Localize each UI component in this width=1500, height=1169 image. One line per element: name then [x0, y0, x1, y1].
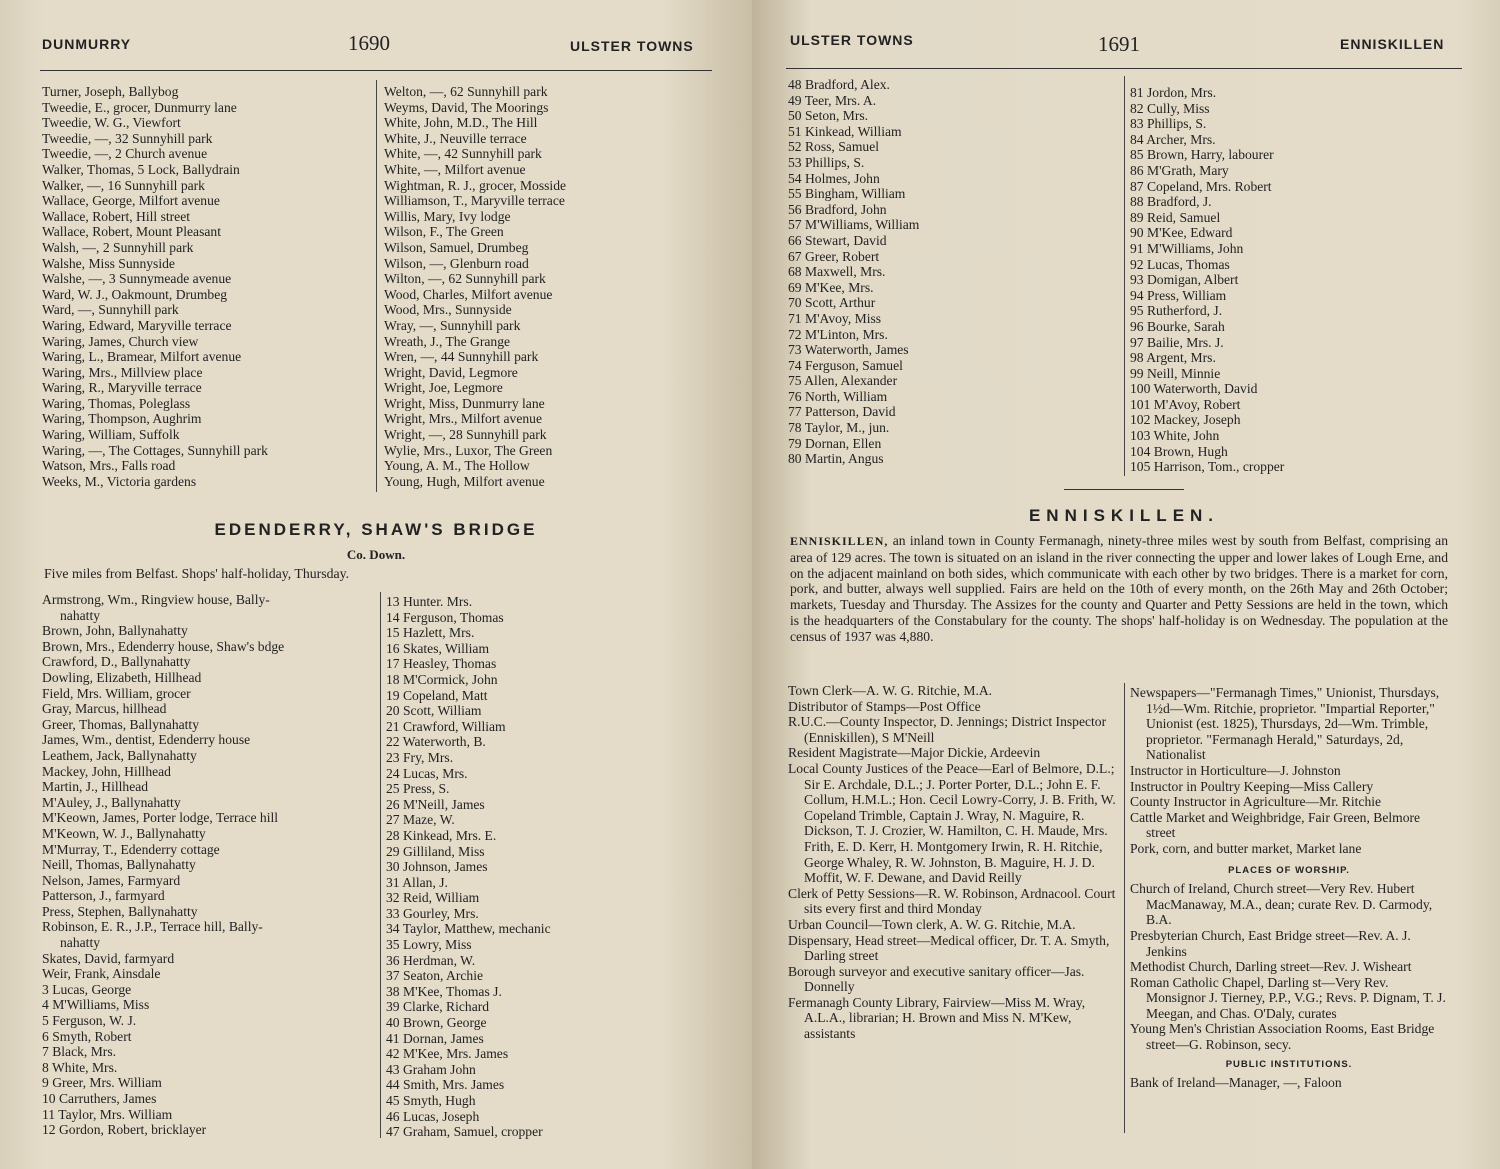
directory-entry: 26 M'Neill, James — [386, 796, 485, 812]
official-entry: Urban Council—Town clerk, A. W. G. Ritchie, M.A. — [788, 916, 1076, 932]
directory-entry: 73 Waterworth, James — [788, 342, 909, 358]
directory-entry: Waring, Mrs., Millview place — [42, 364, 203, 380]
directory-entry: Ward, W. J., Oakmount, Drumbeg — [42, 286, 228, 302]
directory-entry: Young, Hugh, Milfort avenue — [384, 473, 545, 489]
official-entry: County Instructor in Agriculture—Mr. Ritchie — [1130, 794, 1382, 810]
directory-entry: Brown, Mrs., Edenderry house, Shaw's bdge — [42, 638, 285, 654]
directory-entry: 30 Johnson, James — [386, 859, 488, 875]
official-entry: Town Clerk—A. W. G. Ritchie, M.A. — [788, 683, 993, 698]
directory-entry: 93 Domigan, Albert — [1130, 272, 1239, 288]
directory-entry: 46 Lucas, Joseph — [386, 1108, 480, 1124]
directory-entry: Press, Stephen, Ballynahatty — [42, 903, 198, 919]
directory-entry: Wray, —, Sunnyhill park — [384, 317, 521, 333]
worship-entry: Roman Catholic Chapel, Darling st—Very Rev. Monsignor J. Tierney, P.P., V.G.; Revs. P. Dignam, T. J. Meegan, and Chas. O'Daly, curates — [1130, 974, 1446, 1021]
directory-entry: 45 Smyth, Hugh — [386, 1093, 476, 1108]
directory-entry: Wallace, Robert, Mount Pleasant — [42, 224, 221, 240]
header-rule — [40, 70, 712, 71]
official-entry: Pork, corn, and butter market, Market lane — [1130, 840, 1362, 856]
directory-entry: 104 Brown, Hugh — [1130, 443, 1228, 459]
directory-entry: 35 Lowry, Miss — [386, 937, 472, 953]
officials-column-1 — [788, 683, 1116, 1042]
directory-entry: 78 Taylor, M., jun. — [788, 420, 890, 436]
official-entry: Instructor in Poultry Keeping—Miss Callery — [1130, 778, 1374, 794]
directory-entry: Armstrong, Wm., Ringview house, Bally- — [42, 592, 270, 607]
directory-entry: 44 Smith, Mrs. James — [386, 1077, 505, 1093]
directory-entry: 37 Seaton, Archie — [386, 968, 484, 984]
directory-entry: 71 M'Avoy, Miss — [788, 310, 882, 326]
directory-entry: Willis, Mary, Ivy lodge — [384, 208, 511, 224]
intro-lead: ENNISKILLEN, — [790, 534, 889, 548]
right-running-head — [752, 28, 1500, 64]
directory-entry: Weyms, David, The Moorings — [384, 99, 549, 115]
directory-entry: Waring, Edward, Maryville terrace — [42, 317, 232, 333]
directory-entry: 77 Patterson, David — [788, 404, 896, 420]
directory-entry: 11 Taylor, Mrs. William — [42, 1106, 173, 1122]
edenderry-intro: Five miles from Belfast. Shops' half-holiday, Thursday. — [44, 566, 350, 581]
directory-entry: Welton, —, 62 Sunnyhill park — [384, 84, 548, 99]
directory-entry: 52 Ross, Samuel — [788, 139, 880, 155]
directory-entry: 36 Herdman, W. — [386, 952, 476, 968]
directory-entry: 15 Hazlett, Mrs. — [386, 625, 475, 641]
directory-entry: 87 Copeland, Mrs. Robert — [1130, 178, 1272, 194]
directory-entry: 82 Cully, Miss — [1130, 100, 1210, 116]
directory-entry: 105 Harrison, Tom., cropper — [1130, 459, 1285, 475]
directory-entry: Weeks, M., Victoria gardens — [42, 473, 197, 489]
directory-entry: 5 Ferguson, W. J. — [42, 1013, 137, 1029]
official-entry: Instructor in Horticulture—J. Johnston — [1130, 762, 1341, 778]
directory-entry: Wright, Mrs., Milfort avenue — [384, 411, 543, 427]
directory-entry: 88 Bradford, J. — [1130, 194, 1212, 210]
directory-entry: Turner, Joseph, Ballybog — [42, 84, 179, 99]
directory-entry: 76 North, William — [788, 388, 888, 404]
directory-entry: 12 Gordon, Robert, bricklayer — [42, 1122, 207, 1138]
directory-entry: 67 Greer, Robert — [788, 248, 880, 264]
column-divider — [1124, 683, 1125, 1133]
directory-entry: Walker, —, 16 Sunnyhill park — [42, 177, 205, 193]
edenderry-county: Co. Down. — [346, 547, 406, 562]
official-entry: Local County Justices of the Peace—Earl of Belmore, D.L.; Sir E. Archdale, D.L.; J. Porter Porter, D.L.; John E. F. Collum, H.M.L.; Hon. Cecil Lowry-Corry, J. B. Frith, W. Copeland Trimble, Captain J. Wray, N. Maguire, R. Dickson, T. J. Crozier, W. Hamilton, C. H. Maude, Mrs. Frith, E. D. Kerr, H. Montgomery Irwin, R. H. Ritchie, George Whaley, R. W. Johnston, B. Maguire, H. J. D. Moffit, W. F. Dewane, and David Reilly — [788, 760, 1116, 886]
directory-entry: 32 Reid, William — [386, 890, 480, 906]
directory-entry: James, Wm., dentist, Edenderry house — [42, 732, 251, 748]
worship-entry: Church of Ireland, Church street—Very Rev. Hubert MacManaway, M.A., dean; curate Rev. D. Carmody, B.A. — [1130, 881, 1433, 928]
official-entry: Fermanagh County Library, Fairview—Miss M. Wray, A.L.A., librarian; H. Brown and Miss N. M'Kew, assistants — [788, 994, 1086, 1042]
running-head-section: ULSTER TOWNS — [790, 32, 914, 48]
official-entry: Dispensary, Head street—Medical officer, Dr. T. A. Smyth, Darling street — [788, 932, 1110, 964]
directory-entry: 43 Graham John — [386, 1061, 476, 1077]
directory-entry: 92 Lucas, Thomas — [1130, 256, 1230, 272]
left-running-head — [0, 28, 752, 64]
directory-entry: 83 Phillips, S. — [1130, 116, 1207, 132]
directory-entry: 14 Ferguson, Thomas — [386, 609, 504, 625]
directory-entry: 97 Bailie, Mrs. J. — [1130, 334, 1224, 350]
column-divider — [380, 592, 381, 1138]
directory-entry: White, —, 42 Sunnyhill park — [384, 146, 542, 162]
directory-entry: White, John, M.D., The Hill — [384, 115, 538, 131]
public-institutions-heading: PUBLIC INSTITUTIONS. — [1225, 1058, 1353, 1070]
directory-entry: 68 Maxwell, Mrs. — [788, 264, 886, 280]
directory-entry: Wightman, R. J., grocer, Mosside — [384, 177, 567, 193]
directory-entry: Weir, Frank, Ainsdale — [42, 966, 161, 982]
dunmurry-column-2 — [384, 84, 714, 489]
directory-entry: 57 M'Williams, William — [788, 217, 920, 233]
directory-entry: 85 Brown, Harry, labourer — [1130, 147, 1274, 163]
enniskillen-heading: ENNISKILLEN. — [1028, 506, 1220, 525]
directory-entry: 9 Greer, Mrs. William — [42, 1075, 162, 1091]
directory-entry: 3 Lucas, George — [42, 981, 132, 997]
official-entry: Cattle Market and Weighbridge, Fair Green, Belmore street — [1130, 809, 1421, 841]
directory-entry: 40 Brown, George — [386, 1015, 487, 1031]
officials-column-2 — [1130, 685, 1448, 1091]
directory-entry: 84 Archer, Mrs. — [1130, 131, 1216, 147]
directory-entry: Nelson, James, Farmyard — [42, 872, 181, 888]
directory-entry: 95 Rutherford, J. — [1130, 303, 1223, 319]
directory-entry: 51 Kinkead, William — [788, 123, 902, 139]
directory-entry: M'Murray, T., Edenderry cottage — [42, 841, 220, 857]
directory-entry: Wallace, George, Milfort avenue — [42, 193, 220, 209]
directory-entry: 74 Ferguson, Samuel — [788, 357, 903, 373]
directory-entry: Wilson, F., The Green — [384, 224, 504, 240]
directory-entry: 75 Allen, Alexander — [788, 373, 898, 389]
directory-entry: 80 Martin, Angus — [788, 451, 884, 467]
directory-entry: Waring, William, Suffolk — [42, 427, 180, 443]
directory-entry: 94 Press, William — [1130, 287, 1227, 303]
places-of-worship-heading: PLACES OF WORSHIP. — [1228, 864, 1350, 876]
directory-entry: 50 Seton, Mrs. — [788, 108, 869, 124]
directory-entry: Walshe, —, 3 Sunnymeade avenue — [42, 271, 232, 287]
directory-entry: 6 Smyth, Robert — [42, 1028, 132, 1044]
directory-entry: 47 Graham, Samuel, cropper — [386, 1124, 543, 1140]
running-head-section: ULSTER TOWNS — [570, 38, 694, 54]
directory-entry: 99 Neill, Minnie — [1130, 365, 1221, 381]
directory-entry: Walker, Thomas, 5 Lock, Ballydrain — [42, 161, 240, 177]
official-entry: Resident Magistrate—Major Dickie, Ardeevin — [788, 745, 1041, 761]
directory-entry: 39 Clarke, Richard — [386, 999, 490, 1015]
institution-entry: Bank of Ireland—Manager, —, Faloon — [1130, 1075, 1342, 1091]
directory-entry: 29 Gilliland, Miss — [386, 843, 485, 859]
directory-entry: 41 Dornan, James — [386, 1030, 484, 1046]
directory-entry: Robinson, E. R., J.P., Terrace hill, Bally- — [42, 919, 263, 935]
directory-entry: Wright, Miss, Dunmurry lane — [384, 395, 545, 411]
directory-entry: M'Auley, J., Ballynahatty — [42, 794, 181, 810]
directory-entry: 24 Lucas, Mrs. — [386, 765, 468, 781]
directory-entry: 91 M'Williams, John — [1130, 240, 1244, 256]
official-entry: Distributor of Stamps—Post Office — [788, 698, 981, 714]
directory-entry: 19 Copeland, Matt — [386, 687, 488, 703]
directory-entry: Wilson, Samuel, Drumbeg — [384, 239, 529, 255]
directory-entry: Waring, Thompson, Aughrim — [42, 411, 202, 427]
directory-entry: Waring, Thomas, Poleglass — [42, 395, 191, 411]
directory-entry: Brown, John, Ballynahatty — [42, 623, 188, 639]
directory-entry: 72 M'Linton, Mrs. — [788, 326, 888, 342]
directory-entry: Mackey, John, Hillhead — [42, 763, 171, 779]
directory-entry: Young, A. M., The Hollow — [384, 458, 530, 474]
worship-entry: Young Men's Christian Association Rooms, East Bridge street—G. Robinson, secy. — [1130, 1021, 1435, 1053]
directory-entry: Wright, —, 28 Sunnyhill park — [384, 427, 547, 443]
official-entry: Clerk of Petty Sessions—R. W. Robinson, Ardnacool. Court sits every first and third Monday — [788, 885, 1116, 917]
directory-entry: 101 M'Avoy, Robert — [1130, 396, 1241, 412]
directory-entry: 23 Fry, Mrs. — [386, 749, 454, 765]
directory-entry: 18 M'Cormick, John — [386, 671, 498, 687]
page-number: 1691 — [1098, 32, 1140, 56]
page-number: 1690 — [348, 31, 390, 55]
directory-entry: 90 M'Kee, Edward — [1130, 225, 1233, 241]
list-column-1 — [788, 77, 1118, 467]
official-entry: Newspapers—"Fermanagh Times," Unionist, Thursdays, 1½d—Wm. Ritchie, proprietor. "Impartial Reporter," Unionist (est. 1825), Thursdays, 2d—Wm. Trimble, proprietor. "Fermanagh Herald," Saturdays, 2d, Nationalist — [1130, 685, 1440, 763]
edenderry-column-2 — [386, 594, 716, 1140]
directory-entry: 27 Maze, W. — [386, 812, 455, 828]
directory-entry: Tweedie, W. G., Viewfort — [42, 115, 181, 131]
directory-entry: 31 Allan, J. — [386, 874, 448, 890]
directory-entry: Williamson, T., Maryville terrace — [384, 193, 565, 209]
directory-entry: White, J., Neuville terrace — [384, 130, 527, 146]
official-entry: R.U.C.—County Inspector, D. Jennings; District Inspector (Enniskillen), S M'Neill — [788, 714, 1107, 745]
directory-entry: 100 Waterworth, David — [1130, 381, 1258, 397]
directory-entry: 102 Mackey, Joseph — [1130, 412, 1241, 428]
directory-entry: Watson, Mrs., Falls road — [42, 458, 176, 474]
enniskillen-intro — [790, 533, 1448, 645]
column-divider — [1124, 76, 1125, 476]
directory-entry: 81 Jordon, Mrs. — [1130, 85, 1217, 100]
directory-entry: Walshe, Miss Sunnyside — [42, 255, 175, 271]
worship-entry: Methodist Church, Darling street—Rev. J. Wisheart — [1130, 959, 1412, 975]
directory-entry: Tweedie, —, 2 Church avenue — [42, 146, 208, 162]
directory-entry: White, —, Milfort avenue — [384, 161, 526, 177]
directory-entry: Waring, R., Maryville terrace — [42, 380, 202, 396]
directory-entry: Martin, J., Hillhead — [42, 779, 149, 795]
directory-entry: Leathem, Jack, Ballynahatty — [42, 747, 197, 763]
directory-entry: Wilson, —, Glenburn road — [384, 255, 529, 271]
directory-entry: 69 M'Kee, Mrs. — [788, 279, 874, 295]
directory-entry: 53 Phillips, S. — [788, 154, 865, 170]
directory-entry: Wallace, Robert, Hill street — [42, 208, 191, 224]
directory-entry: 33 Gourley, Mrs. — [386, 905, 479, 921]
directory-entry: Ward, —, Sunnyhill park — [42, 302, 179, 318]
directory-entry: Field, Mrs. William, grocer — [42, 685, 191, 701]
directory-entry: 79 Dornan, Ellen — [788, 435, 882, 451]
directory-entry: 8 White, Mrs. — [42, 1059, 118, 1075]
directory-entry: Gray, Marcus, hillhead — [42, 701, 167, 717]
directory-entry: 22 Waterworth, B. — [386, 734, 486, 750]
directory-entry: Greer, Thomas, Ballynahatty — [42, 716, 199, 732]
directory-entry: 25 Press, S. — [386, 781, 450, 797]
directory-entry: Wren, —, 44 Sunnyhill park — [384, 349, 539, 365]
section-rule — [1064, 489, 1184, 490]
directory-entry: Tweedie, E., grocer, Dunmurry lane — [42, 99, 237, 115]
directory-entry: 103 White, John — [1130, 428, 1220, 444]
directory-entry: 42 M'Kee, Mrs. James — [386, 1046, 509, 1062]
list-column-2 — [1130, 85, 1460, 475]
directory-entry: 10 Carruthers, James — [42, 1091, 157, 1106]
worship-entry: Presbyterian Church, East Bridge street—Rev. A. J. Jenkins — [1130, 927, 1411, 959]
directory-entry: 66 Stewart, David — [788, 232, 887, 248]
directory-entry: Neill, Thomas, Ballynahatty — [42, 857, 196, 873]
running-head-town: ENNISKILLEN — [1340, 36, 1445, 52]
directory-entry: Wood, Mrs., Sunnyside — [384, 302, 512, 318]
directory-entry: Wright, Joe, Legmore — [384, 380, 503, 396]
running-head-town: DUNMURRY — [42, 36, 132, 52]
directory-entry: nahatty — [60, 935, 101, 951]
directory-entry: Dowling, Elizabeth, Hillhead — [42, 669, 202, 685]
directory-entry: Wood, Charles, Milfort avenue — [384, 286, 553, 302]
directory-entry: 55 Bingham, William — [788, 186, 906, 202]
directory-entry: 86 M'Grath, Mary — [1130, 162, 1229, 178]
directory-entry: 20 Scott, William — [386, 703, 482, 719]
directory-entry: 28 Kinkead, Mrs. E. — [386, 827, 497, 843]
directory-entry: 4 M'Williams, Miss — [42, 997, 150, 1013]
directory-entry: M'Keown, James, Porter lodge, Terrace hill — [42, 810, 279, 826]
directory-entry: M'Keown, W. J., Ballynahatty — [42, 825, 206, 841]
edenderry-heading: EDENDERRY, SHAW'S BRIDGE — [214, 520, 538, 539]
directory-entry: Wilton, —, 62 Sunnyhill park — [384, 271, 546, 287]
directory-entry: nahatty — [60, 607, 101, 623]
official-entry: Borough surveyor and executive sanitary officer—Jas. Donnelly — [788, 963, 1085, 995]
directory-entry: Tweedie, —, 32 Sunnyhill park — [42, 130, 213, 146]
directory-entry: 38 M'Kee, Thomas J. — [386, 983, 502, 999]
directory-entry: Wreath, J., The Grange — [384, 333, 511, 349]
directory-entry: 13 Hunter. Mrs. — [386, 594, 473, 609]
directory-entry: Walsh, —, 2 Sunnyhill park — [42, 239, 194, 255]
directory-entry: 48 Bradford, Alex. — [788, 77, 890, 92]
directory-entry: 21 Crawford, William — [386, 718, 506, 734]
directory-entry: 98 Argent, Mrs. — [1130, 350, 1216, 366]
dunmurry-column-1 — [42, 84, 372, 489]
column-divider — [376, 80, 377, 492]
directory-entry: Patterson, J., farmyard — [42, 888, 165, 904]
header-rule — [786, 68, 1462, 69]
directory-entry: Wylie, Mrs., Luxor, The Green — [384, 442, 553, 458]
directory-entry: Crawford, D., Ballynahatty — [42, 654, 191, 670]
edenderry-column-1 — [42, 592, 380, 1138]
directory-entry: Wright, David, Legmore — [384, 364, 518, 380]
directory-entry: 17 Heasley, Thomas — [386, 656, 497, 672]
directory-entry: 56 Bradford, John — [788, 201, 887, 217]
directory-entry: 96 Bourke, Sarah — [1130, 318, 1225, 334]
right-page — [752, 0, 1500, 1169]
directory-entry: 7 Black, Mrs. — [42, 1044, 117, 1060]
directory-entry: Waring, James, Church view — [42, 333, 199, 349]
directory-entry: 34 Taylor, Matthew, mechanic — [386, 921, 551, 937]
intro-text: an inland town in County Fermanagh, ninety-three miles west by south from Belfast, comprising an area of 129 acres. The town is situated on an island in the river connecting the upper and lower lakes of Lough Erne, and on the adjacent mainland on both sides, which communicate with each other by two bridges. There is a market for corn, pork, and butter, always well supplied. Fairs are held on the 10th of every month, on the 26th May and 26th October; markets, Tuesday and Thursday. The Assizes for the county and Quarter and Petty Sessions are held in the town, which is the headquarters of the Constabulary for the county. The shops' half-holiday is on Wednesday. The population at the census of 1937 was 4,880. — [790, 533, 1448, 644]
directory-entry: Skates, David, farmyard — [42, 950, 175, 966]
directory-entry: Waring, L., Bramear, Milfort avenue — [42, 349, 242, 365]
directory-entry: 54 Holmes, John — [788, 170, 880, 186]
directory-entry: 70 Scott, Arthur — [788, 295, 876, 311]
directory-entry: 89 Reid, Samuel — [1130, 209, 1221, 225]
directory-entry: 16 Skates, William — [386, 640, 490, 656]
directory-entry: 49 Teer, Mrs. A. — [788, 92, 877, 108]
directory-entry: Waring, —, The Cottages, Sunnyhill park — [42, 442, 268, 458]
